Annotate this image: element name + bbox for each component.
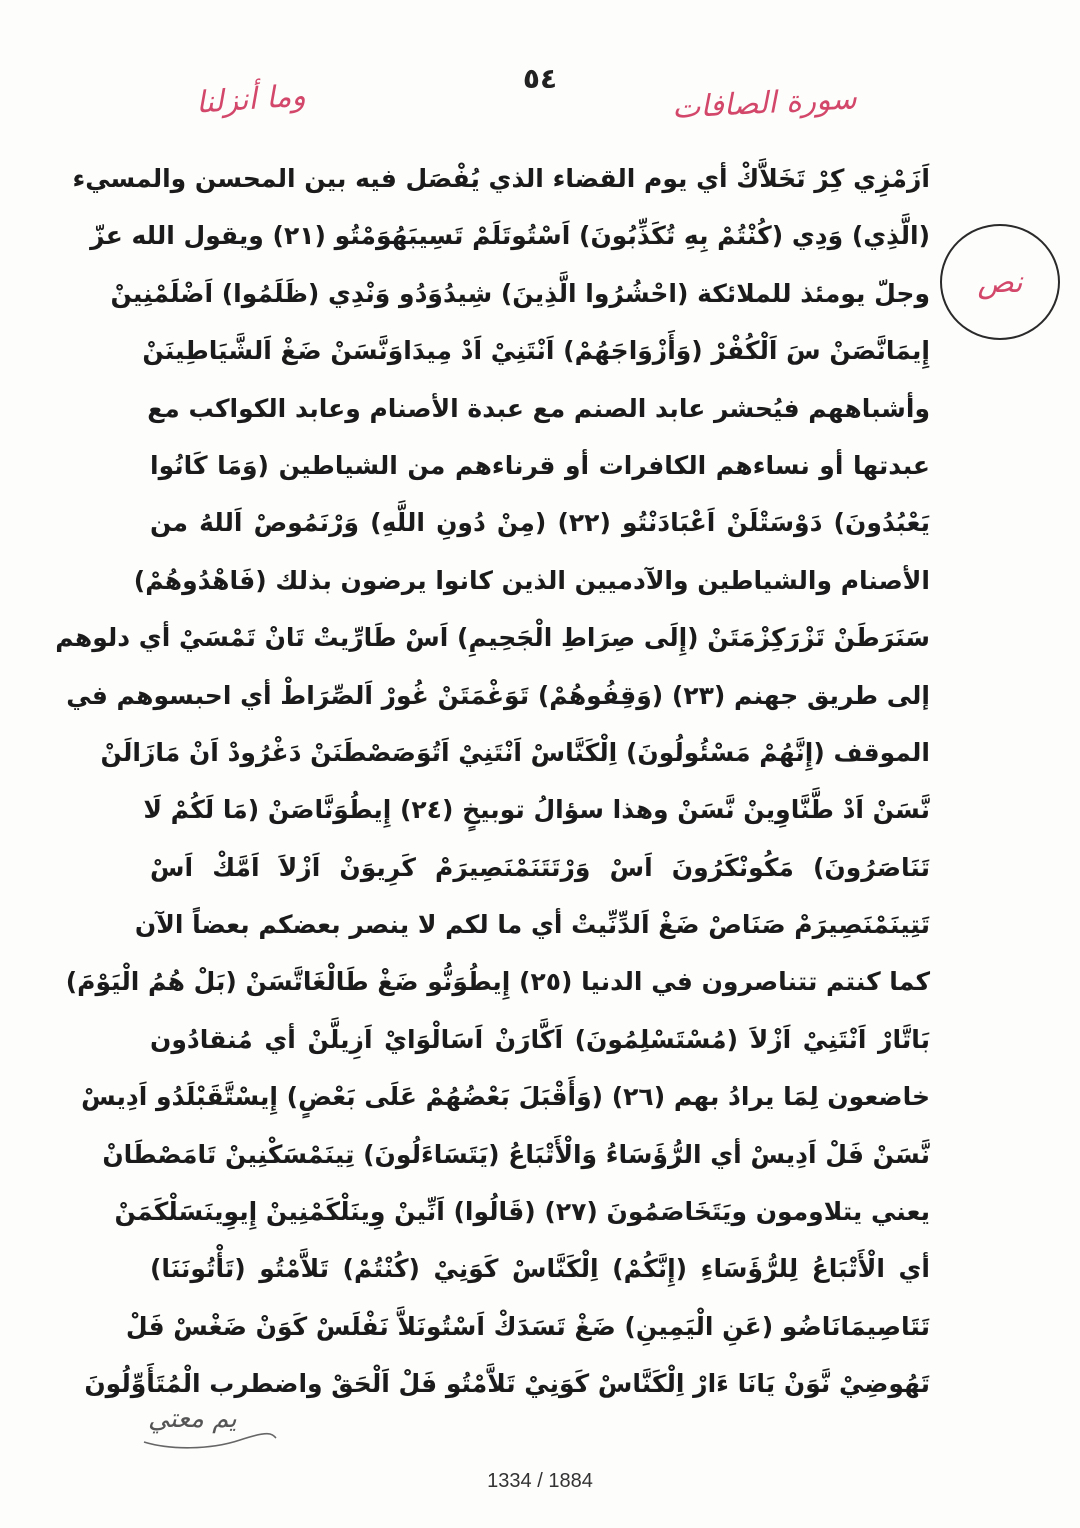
text-line: الأصنام والشياطين والآدميين الذين كانوا يرضون بذلك (فَاهْدُوهُمْ)	[133, 565, 930, 595]
text-line: وأشباههم فيُحشر عابد الصنم مع عبدة الأصنام وعابد الكواكب مع	[147, 393, 930, 423]
text-line: تَنَاصَرُونَ) مَكُونْكَرُونَ اَسْ وَرْتَتَنَمْنَصِيرَمْ كَرِيوَنْ اَزْلاَ اَمَّكْ اَسْ	[150, 852, 930, 882]
text-line: تَهُوضِيْ نَّوَنْ يَانَا ءَارْ اِلْكَنَّاسْ كَوَنِيْ تَلاَّمْتُو فَلْ اَلْحَقْ واضطرب الْمُتَأَوِّلُونَ	[84, 1369, 930, 1399]
handwritten-signature: يم معتي	[148, 1404, 237, 1434]
page-number: ٥٤	[522, 62, 558, 95]
text-line: (الَّذِي) وَدِي (كُنْتُمْ بِهِ تُكَذِّبُونَ) اَسْتُوتَلَمْ تَسِيبَهُوَمْتُو (٢١) ويقول الله عزّ	[90, 221, 930, 251]
text-line: بَاتَّارْ اَنْتَنِيْ اَزْلاَ (مُسْتَسْلِمُونَ) اَكَّارَنْ اَسَالْوَايْ اَزِيلَّنْ أي مُنقادُون	[150, 1024, 930, 1054]
text-line: الموقف (إِنَّهُمْ مَسْئُولُونَ) اِلْكَنَّاسْ اَنْتَنِيْ اَتُوَصَصْطَنَنْ دَغْرُودْ اَنْ مَازَالَنْ	[100, 737, 930, 767]
text-line: تَتِينَمْنَصِيرَمْ صَنَاصْ ضَغْ اَلدِّنِّيتْ أي ما لكم لا ينصر بعضكم بعضاً الآن	[134, 910, 930, 940]
text-line: كما كنتم تتناصرون في الدنيا (٢٥) إِيطُوَنُّو ضَغْ طَالْغَاتَّسَنْ (بَلْ هُمُ الْيَوْمَ)	[65, 967, 930, 997]
text-line: خاضعون لِمَا يرادُ بهم (٢٦) (وَأَقْبَلَ بَعْضُهُمْ عَلَى بَعْضٍ) إِيسْتَّقَبْلَدُو اَدِيسْ	[81, 1082, 930, 1112]
text-line: يَعْبُدُونَ) دَوْسَتْلَنْ اَعْبَادَنْتُو (٢٢) (مِنْ دُونِ اللَّهِ) وَرْنَمُوصْ اَللهُ من	[150, 508, 930, 538]
text-line: إلى طريق جهنم (٢٣) (وَقِفُوهُمْ) تَوَغْمَتَنْ غُورْ اَلصِّرَاطْ أي احبسوهم في	[66, 680, 930, 710]
signature-stroke	[140, 1428, 280, 1452]
surah-annotation: سورة الصافات	[671, 81, 858, 126]
text-line: سَنَرَطَنْ تَزْرَكِزْمَتَنْ (إِلَى صِرَاطِ الْجَحِيمِ) اَسْ طَارِّيتْ تَانْ تَمْسَيْ أي دلوهم	[55, 623, 930, 653]
text-line: اَزَمْزِي كِرْ تَخَلاَّكْ أي يوم القضاء الذي يُفْصَل فيه بين المحسن والمسيء	[72, 164, 930, 193]
page-counter: 1334 / 1884	[487, 1470, 593, 1492]
body-text	[55, 150, 930, 1413]
text-line: وجلّ يومئذ للملائكة (احْشُرُوا الَّذِينَ) شِيدُوَدُو وَنْدِي (ظَلَمُوا) اَضْلَمْنِينْ	[110, 278, 930, 308]
text-line: نَّسَنْ اَدْ طَّنَّاوِينْ نَّسَنْ وهذا سؤالُ توبيخٍ (٢٤) إِيطُوَنَّاصَنْ (مَا لَكُمْ لَا	[143, 795, 930, 825]
text-line: إِيمَانَّصَنْ سَ اَلْكُفْرْ (وَأَزْوَاجَهُمْ) اَنْتَنِيْ اَدْ مِيدَاوَنَّسَنْ ضَغْ اَلشَّيَاطِينَنْ	[142, 336, 930, 366]
part-annotation: وما أنزلنا	[194, 78, 307, 121]
text-line: أي الْأَتْبَاعُ لِلرُّؤَسَاءِ (إِنَّكُمْ) اِلْكَنَّاسْ كَوَنِيْ (كُنْتُمْ) تَلاَّمْتُو (تَأْتُونَنَا)	[150, 1254, 930, 1284]
margin-note-text: نص	[977, 264, 1023, 300]
margin-note-circle	[940, 224, 1060, 340]
text-line: عبدتها أو نساءهم الكافرات أو قرناءهم من الشياطين (وَمَا كَانُوا	[150, 450, 930, 480]
text-line: نَّسَنْ فَلْ اَدِيسْ أي الرُّؤَسَاءُ وَالْأَتْبَاعُ (يَتَسَاءَلُونَ) تِينَمْسَكْنِينْ تَامَصْطَانْ	[102, 1139, 930, 1169]
text-line: يعني يتلاومون ويَتَخَاصَمُونَ (٢٧) (قَالُوا) اَنِّينْ وِينَلْكَمْنِينْ إِيوِينَسَلْكَمَنْ	[114, 1197, 930, 1227]
text-line: تَتَاصِيمَانَاضُو (عَنِ الْيَمِينِ) ضَغْ تَسَدَكْ اَسْتُونَلاَّ نَفْلَسْ كَوَنْ ضَغْسْ فَلْ	[125, 1311, 930, 1341]
